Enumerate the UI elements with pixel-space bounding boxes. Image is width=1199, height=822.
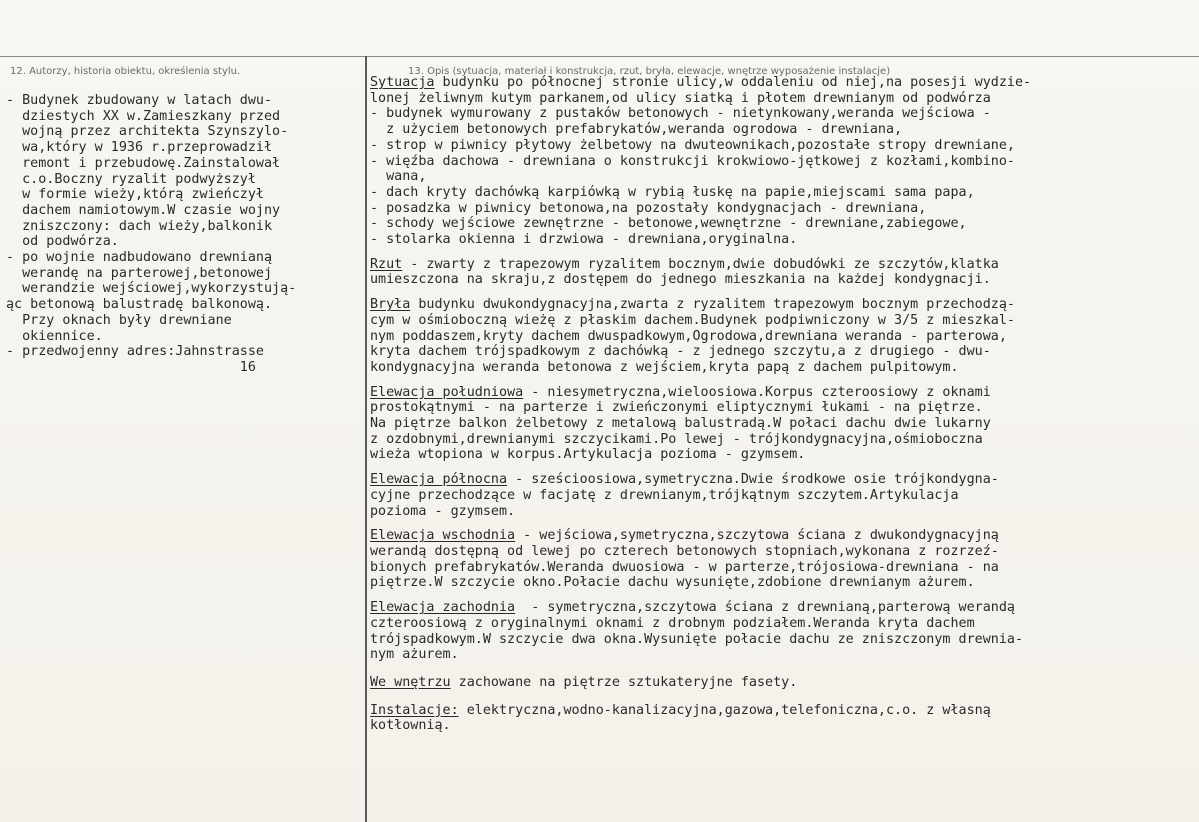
elewacja-wschodnia-block xyxy=(370,528,1198,591)
history-line: dziestych XX w.Zamieszkany przed xyxy=(6,108,281,124)
elewacja-wschodnia-line: werandą dostępną od lewej po czterech betonowych stopniach,wykonana z rozrzeź- xyxy=(370,543,999,559)
rzut-block xyxy=(370,257,1198,288)
right-column-header: 13. Opis (sytuacja, materiał i konstrukcja, rzut, bryła, elewacje, wnętrze wyposażenie instalacje) xyxy=(408,66,891,77)
sytuacja-line: - schody wejściowe zewnętrzne - betonowe,wewnętrzne - drewniane,zabiegowe, xyxy=(370,216,967,232)
column-divider xyxy=(365,56,367,822)
bryla-line: kryta dachem trójspadkowym z dachówką - z jednego szczytu,a z drugiego - dwu- xyxy=(370,344,991,360)
rzut-first-line xyxy=(370,257,1198,273)
sytuacja-text: budynku po północnej stronie ulicy,w oddaleniu od niej,na posesji wydzie- xyxy=(434,75,1032,90)
elewacja-wschodnia-line: piętrze.W szczycie okno.Połacie dachu wysunięte,zdobione drewnianym ażurem. xyxy=(370,575,975,591)
sytuacja-line: z użyciem betonowych prefabrykatów,weranda ogrodowa - drewniana, xyxy=(370,122,903,138)
instalacje-heading: Instalacje: xyxy=(370,702,459,718)
instalacje-block xyxy=(370,703,1198,734)
rzut-text: - zwarty z trapezowym ryzalitem bocznym,dwie dobudówki ze szczytów,klatka xyxy=(402,256,999,272)
history-line: werandę na parterowej,betonowej xyxy=(6,265,273,281)
elewacja-zachodnia-line: czteroosiową z oryginalnymi oknami z drobnym podziałem.Weranda kryta dachem xyxy=(370,615,975,631)
elewacja-wschodnia-heading: Elewacja wschodnia xyxy=(370,528,516,544)
elewacja-poludniowa-line: prostokątnymi - na parterze i zwieńczonymi eliptycznymi łukami - na piętrze. xyxy=(370,400,983,416)
elewacja-polnocna-line: cyjne przechodzące w facjatę z drewnianym,trójkątnym szczytem.Artykulacja xyxy=(370,487,959,503)
elewacja-poludniowa-line: z ozdobnymi,drewnianymi szczycikami.Po lewej - trójkondygnacyjna,ośmioboczna xyxy=(370,431,983,447)
history-line: - po wojnie nadbudowano drewnianą xyxy=(6,250,273,266)
history-line: okiennice. xyxy=(6,328,103,344)
history-line: werandzie wejściowej,wykorzystują- xyxy=(6,281,297,297)
sytuacja-line: - stolarka okienna i drzwiowa - drewniana,oryginalna. xyxy=(370,232,798,248)
wnetrze-line xyxy=(370,675,1198,691)
history-line: - przedwojenny adres:Jahnstrasse xyxy=(6,344,264,360)
elewacja-polnocna-block xyxy=(370,472,1198,519)
history-section xyxy=(6,93,362,376)
elewacja-poludniowa-line: Na piętrze balkon żelbetowy z metalową balustradą.W połaci dachu dwie lukarny xyxy=(370,416,991,432)
left-column-header: 12. Autorzy, historia obiektu, określenia stylu. xyxy=(10,66,241,77)
history-line: Przy oknach były drewniane xyxy=(6,312,232,328)
sytuacja-line: wana, xyxy=(370,169,427,185)
history-line: c.o.Boczny ryzalit podwyższył xyxy=(6,171,256,187)
history-line: wojną przez architekta Szynszylo- xyxy=(6,124,289,140)
history-line: ąc betonową balustradę balkonową. xyxy=(6,297,273,313)
sytuacja-block xyxy=(370,75,1198,248)
sytuacja-heading: Sytuacja xyxy=(370,75,435,90)
elewacja-zachodnia-first-line xyxy=(370,600,1198,616)
rzut-line: umieszczona na skraju,z dostępem do jednego mieszkania na każdej kondygnacji. xyxy=(370,272,991,288)
top-rule xyxy=(0,56,1199,57)
history-line: wa,który w 1936 r.przeprowadził xyxy=(6,140,273,156)
elewacja-polnocna-first-line xyxy=(370,472,1198,488)
sytuacja-line: - więźba dachowa - drewniana o konstrukcji krokwiowo-jętkowej z kozłami,kombino- xyxy=(370,153,1015,169)
bryla-first-line xyxy=(370,297,1198,313)
bryla-text: budynku dwukondygnacyjna,zwarta z ryzalitem trapezowym bocznym przechodzą- xyxy=(410,297,1015,313)
rzut-heading: Rzut xyxy=(370,256,403,272)
sytuacja-first-line xyxy=(370,75,1198,91)
elewacja-zachodnia-line: trójspadkowym.W szczycie dwa okna.Wysunięte połacie dachu ze zniszczonym drewnia- xyxy=(370,631,1024,647)
elewacja-poludniowa-line: wieża wtopiona w korpus.Artykulacja pozioma - gzymsem. xyxy=(370,447,806,463)
history-line: dachem namiotowym.W czasie wojny xyxy=(6,202,281,218)
sytuacja-line: - strop w piwnicy płytowy żelbetowy na dwuteownikach,pozostałe stropy drewniane, xyxy=(370,137,1015,153)
history-line: 16 xyxy=(6,359,256,375)
elewacja-zachodnia-line: nym ażurem. xyxy=(370,647,459,663)
sytuacja-line: - budynek wymurowany z pustaków betonowych - nietynkowany,weranda wejściowa - xyxy=(370,106,991,122)
history-line: - Budynek zbudowany w latach dwu- xyxy=(6,93,273,108)
history-line: w formie wieży,którą zwieńczył xyxy=(6,187,264,203)
elewacja-polnocna-heading: Elewacja północna xyxy=(370,472,508,488)
instalacje-line: kotłownią. xyxy=(370,718,451,734)
elewacja-poludniowa-text: - niesymetryczna,wieloosiowa.Korpus czteroosiowy z oknami xyxy=(523,384,991,400)
instalacje-first-line xyxy=(370,703,1198,719)
elewacja-wschodnia-first-line xyxy=(370,528,1198,544)
wnetrze-text: zachowane na piętrze sztukateryjne fasety. xyxy=(450,674,798,690)
bryla-heading: Bryła xyxy=(370,297,411,313)
bryla-line: kondygnacyjna weranda betonowa z wejściem,kryta papą z dachem pulpitowym. xyxy=(370,359,959,375)
history-line: remont i przebudowę.Zainstalował xyxy=(6,155,281,171)
sytuacja-line: lonej żeliwnym kutym parkanem,od ulicy siatką i płotem drewnianym od podwórza xyxy=(370,90,991,106)
elewacja-wschodnia-line: bionych prefabrykatów.Weranda dwuosiowa - w parterze,trójosiowa-drewniana - na xyxy=(370,559,999,575)
elewacja-zachodnia-text: - symetryczna,szczytowa ściana z drewnianą,parterową werandą xyxy=(515,600,1015,616)
elewacja-wschodnia-text: - wejściowa,symetryczna,szczytowa ściana z dwukondygnacyjną xyxy=(515,528,999,544)
elewacja-polnocna-text: - sześcioosiowa,symetryczna.Dwie środkowe osie trójkondygna- xyxy=(507,472,999,488)
sytuacja-line: - posadzka w piwnicy betonowa,na pozostały kondygnacjach - drewniana, xyxy=(370,200,927,216)
history-line: od podwórza. xyxy=(6,234,119,250)
bryla-line: nym poddaszem,kryty dachem dwuspadkowym,Ogrodowa,drewniana weranda - parterowa, xyxy=(370,328,1007,344)
wnetrze-heading: We wnętrzu xyxy=(370,674,451,690)
description-section xyxy=(370,75,1198,734)
elewacja-zachodnia-block xyxy=(370,600,1198,663)
instalacje-text: elektryczna,wodno-kanalizacyjna,gazowa,telefoniczna,c.o. z własną xyxy=(458,702,991,718)
wnetrze-block xyxy=(370,675,1198,691)
bryla-line: cym w ośmioboczną wieżę z płaskim dachem.Budynek podpiwniczony w 3/5 z mieszkal- xyxy=(370,312,1015,328)
elewacja-zachodnia-heading: Elewacja zachodnia xyxy=(370,600,516,616)
elewacja-polnocna-line: pozioma - gzymsem. xyxy=(370,503,516,519)
bryla-block xyxy=(370,297,1198,376)
sytuacja-line: - dach kryty dachówką karpiówką w rybią łuskę na papie,miejscami sama papa, xyxy=(370,184,975,200)
elewacja-poludniowa-heading: Elewacja południowa xyxy=(370,384,524,400)
elewacja-poludniowa-first-line xyxy=(370,385,1198,401)
history-line: zniszczony: dach wieży,balkonik xyxy=(6,218,273,234)
elewacja-poludniowa-block xyxy=(370,385,1198,464)
